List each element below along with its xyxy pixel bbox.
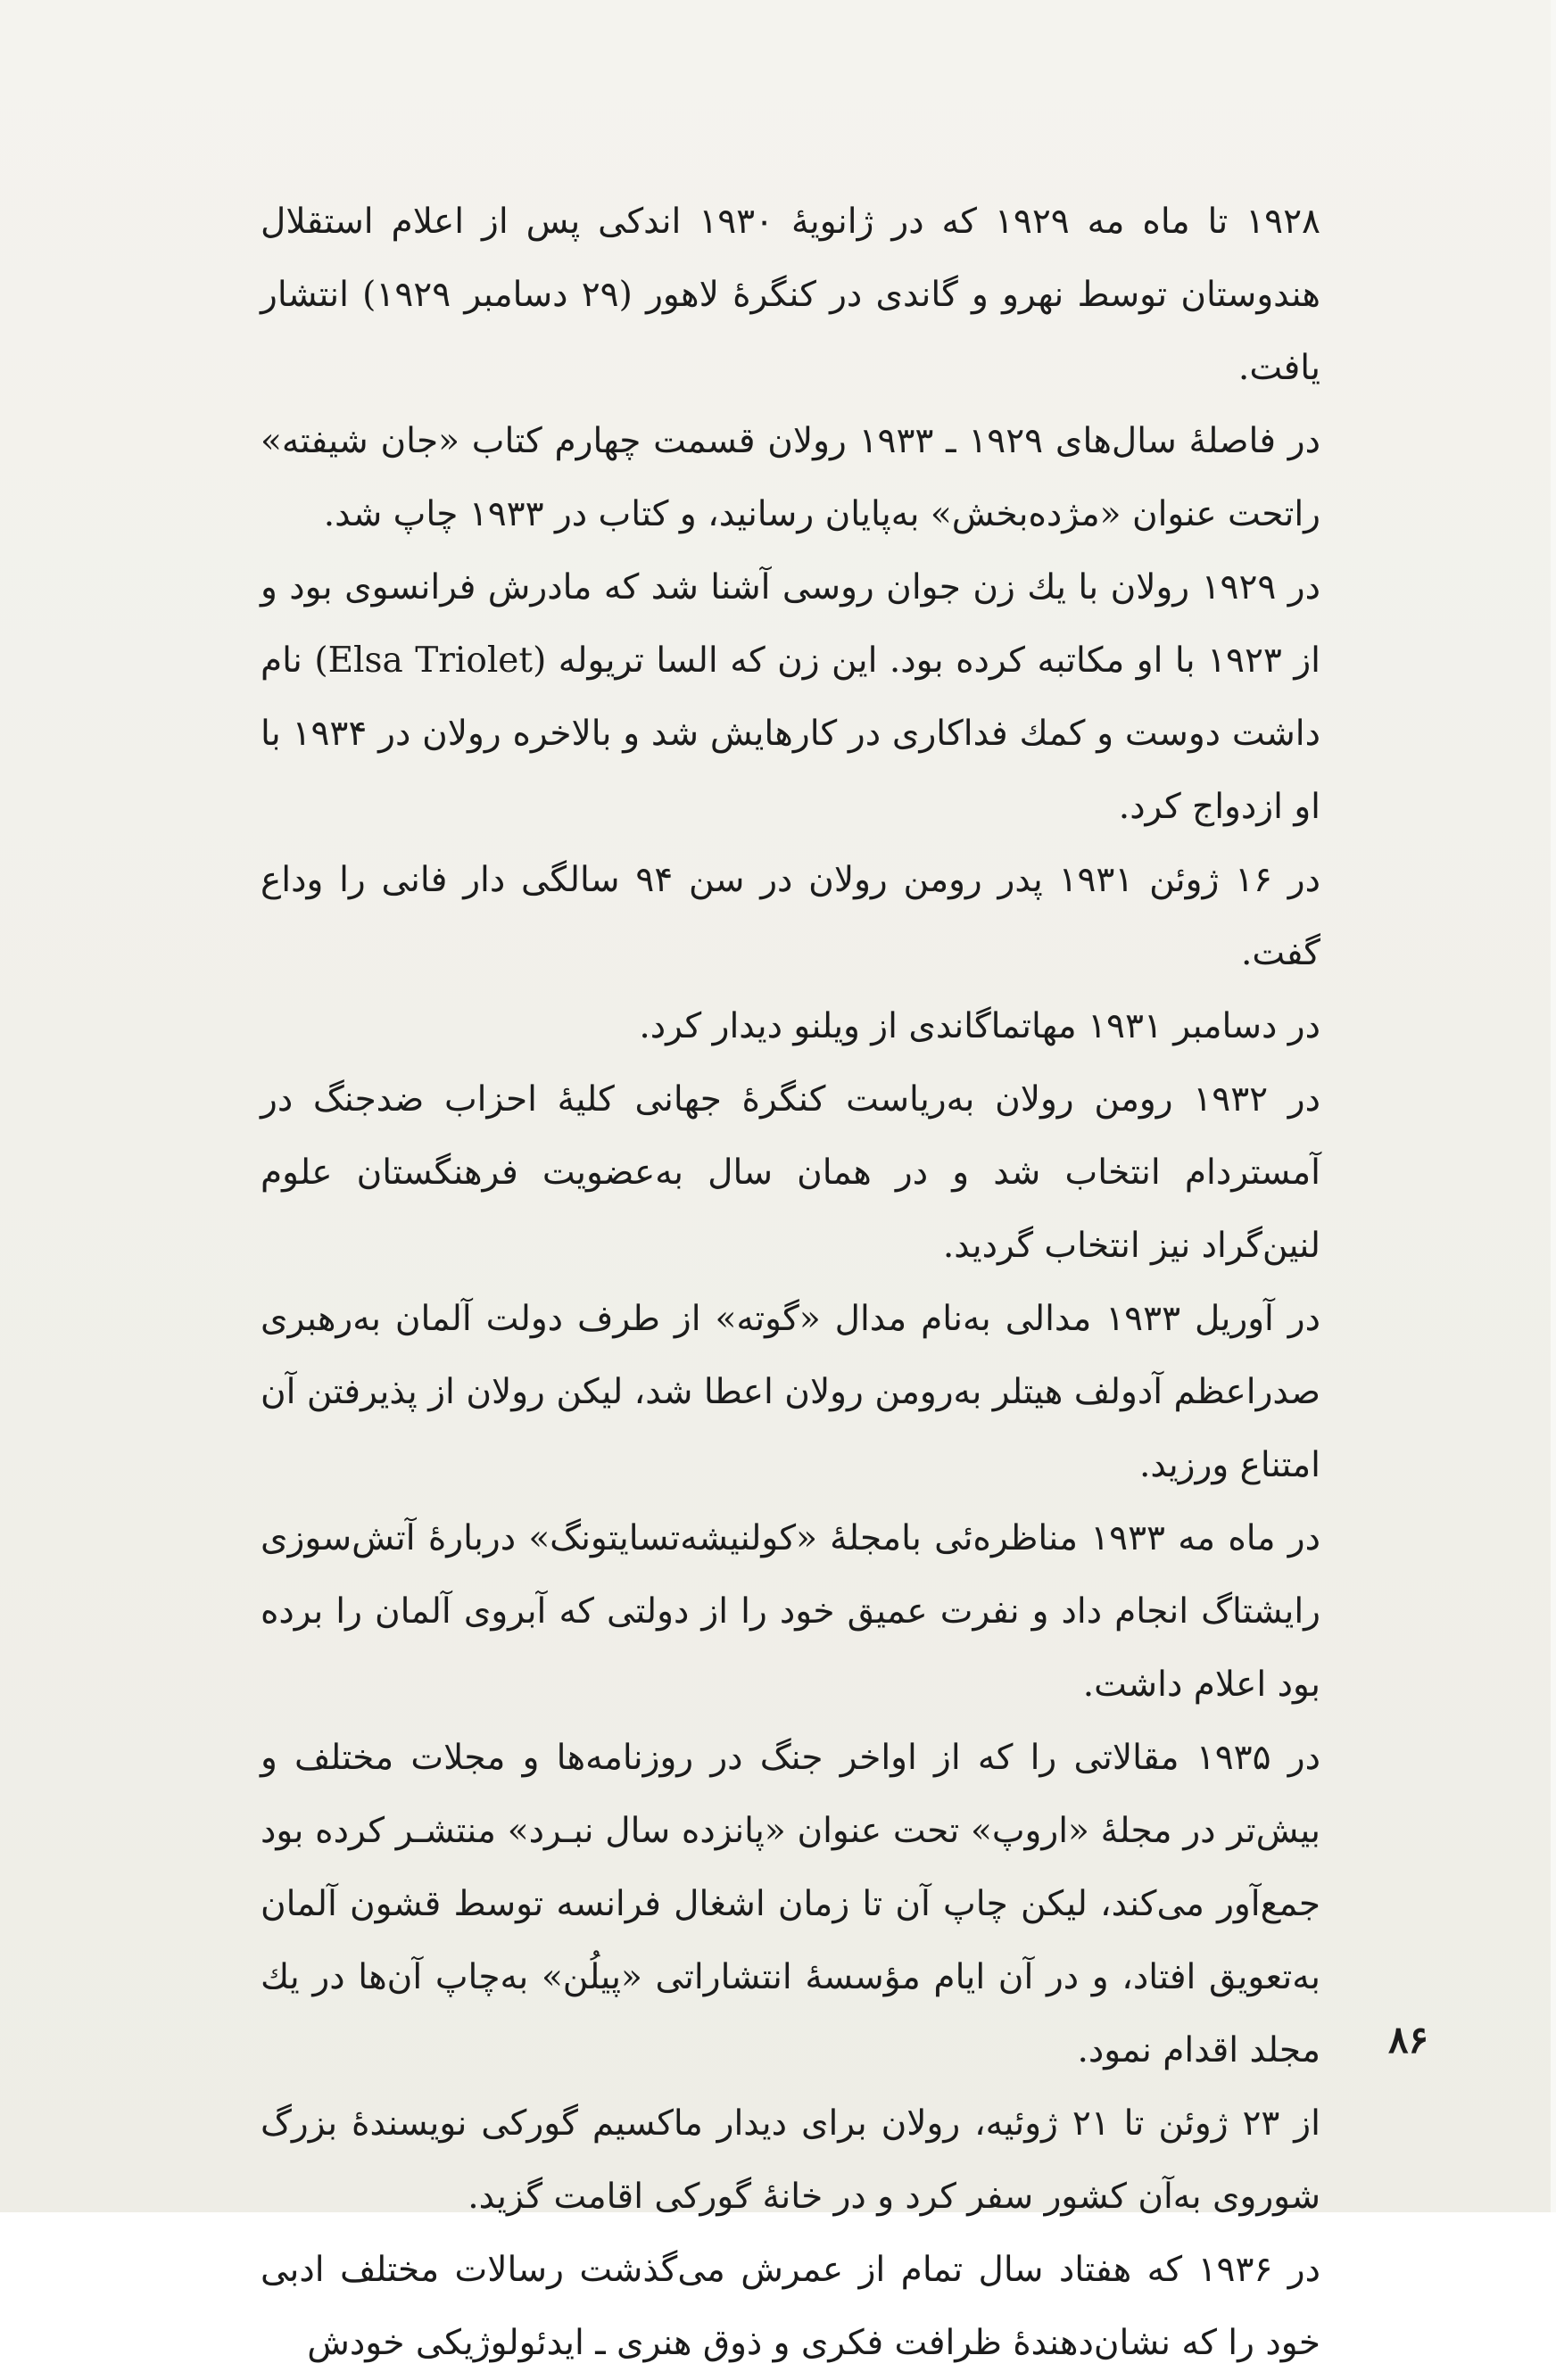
paragraph-3: در ۱۹۲۹ رولان با یك زن جوان روسی آشنا شد که مادرش فرانسوی بود و از ۱۹۲۳ با او مکاتبه کرده بود. این زن که السا تریوله (Elsa Triolet) نام داشت دوست و کمك فداکاری در کارهایش شد و بالاخره رولان در ۱۹۳۴ با او ازدواج کرد.: [261, 567, 1320, 827]
paragraph-4: در ۱۶ ژوئن ۱۹۳۱ پدر رومن رولان در سن ۹۴ سالگی دار فانی را وداع گفت.: [261, 860, 1321, 973]
paragraph-2: در فاصلهٔ سال‌های ۱۹۲۹ ـ ۱۹۳۳ رولان قسمت چهارم کتاب «جان شیفته» راتحت عنوان «مژده‌بخش» به‌پایان رسانید، و کتاب در ۱۹۳۳ چاپ شد.: [261, 421, 1320, 534]
paragraph-9: در ۱۹۳۵ مقالاتی را که از اواخر جنگ در روزنامه‌ها و مجلات مختلف و بیش‌تر در مجلهٔ «اروپ» تحت عنوان «پانزده سال نبـرد» منتشـر کرده بود جمع‌آور می‌کند، لیکن چاپ آن تا زمان اشغال فرانسه توسط قشون آلمان به‌تعویق افتاد، و در آن ایام مؤسسهٔ انتشاراتی «پیلُن» به‌چاپ آن‌ها در یك مجلد اقدام نمود.: [261, 1738, 1320, 2070]
page-body-text: [261, 186, 1320, 2380]
paragraph-11: در ۱۹۳۶ که هفتاد سال تمام از عمرش می‌گذشت رسالات مختلف ادبی خود را که نشان‌دهندهٔ ظرافت فکری و ذوق هنری ـ ایدئولوژیکی خودش: [261, 2250, 1320, 2363]
page-number: ۸۶: [1388, 2018, 1429, 2062]
paragraph-6: در ۱۹۳۲ رومن رولان به‌ریاست کنگرهٔ جهانی کلیهٔ احزاب ضدجنگ در آمستردام انتخاب شد و در همان سال به‌عضویت فرهنگستان علوم لنین‌گراد نیز انتخاب گردید.: [261, 1079, 1320, 1266]
paragraph-8: در ماه مه ۱۹۳۳ مناظره‌ئی بامجلهٔ «کولنیشه‌تسایتونگ» دربارهٔ آتش‌سوزی رایشتاگ انجام داد و نفرت عمیق خود را از دولتی که آبروی آلمان را برده بود اعلام داشت.: [261, 1518, 1320, 1705]
paragraph-7: در آوریل ۱۹۳۳ مدالی به‌نام مدال «گوته» از طرف دولت آلمان به‌رهبری صدراعظم آدولف هیتلر به‌رومن رولان اعطا شد، لیکن رولان از پذیرفتن آن امتناع ورزید.: [261, 1299, 1321, 1485]
paragraph-5: در دسامبر ۱۹۳۱ مهاتماگاندی از ویلنو دیدار کرد.: [639, 1006, 1320, 1046]
paragraph-1: ۱۹۲۸ تا ماه مه ۱۹۲۹ که در ژانویهٔ ۱۹۳۰ اندکی پس از اعلام استقلال هندوستان توسط نهرو و گاندی در کنگرهٔ لاهور (۲۹ دسامبر ۱۹۲۹) انتشار یافت.: [261, 202, 1320, 388]
paragraph-10: از ۲۳ ژوئن تا ۲۱ ژوئیه، رولان برای دیدار ماکسیم گورکی نویسندهٔ بزرگ شوروی به‌آن کشور سفر کرد و در خانهٔ گورکی اقامت گزید.: [261, 2103, 1320, 2217]
